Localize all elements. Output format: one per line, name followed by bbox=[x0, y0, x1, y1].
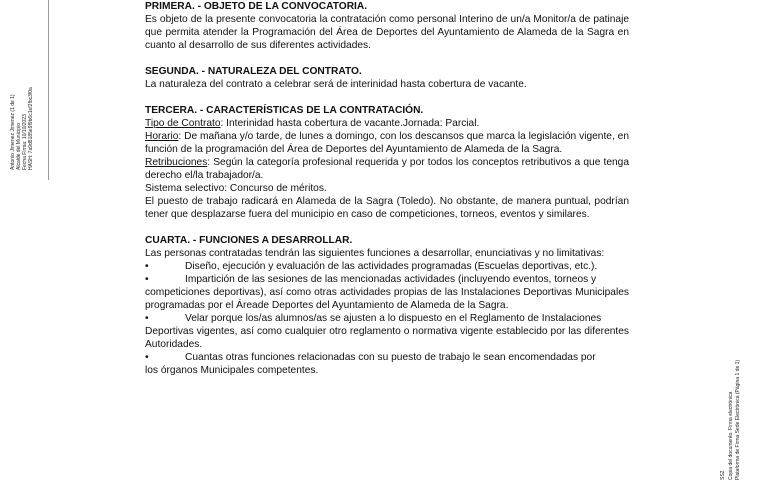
section-heading-tercera: TERCERA. - CARACTERÍSTICAS DE LA CONTRATACIÓN. bbox=[145, 105, 424, 116]
bullet-icon: • bbox=[145, 352, 149, 363]
funciones-list bbox=[145, 260, 629, 377]
right-margin-line: Plataforma de Firma Sede Electrónica (Página 1 de 1) bbox=[735, 359, 741, 480]
list-item-continuation: los órganos Municipales competentes. bbox=[145, 365, 319, 376]
horario-label: Horario bbox=[145, 131, 179, 142]
retribuciones-text: : Según la categoría profesional requerida y por todos los conceptos retributivos a que tenga derecho el/la trabajador/a. bbox=[145, 157, 629, 181]
list-item bbox=[145, 351, 629, 377]
list-item-text: Diseño, ejecución y evaluación de las actividades programadas (Escuelas deportivas, etc.). bbox=[185, 261, 598, 272]
sistema-selectivo: Sistema selectivo: Concurso de méritos. bbox=[145, 183, 327, 194]
list-item bbox=[145, 273, 629, 312]
tipo-contrato-line bbox=[145, 117, 629, 130]
list-item-text: Velar porque los/as alumnos/as se ajusten a lo dispuesto en el Reglamento de Instalaciones bbox=[185, 313, 602, 324]
list-item-text: Impartición de las sesiones de las mencionadas actividades (incluyendo eventos, torneos y bbox=[185, 274, 597, 285]
left-margin-line: Alcalde del Municipio bbox=[16, 123, 22, 170]
section-text-segunda: La naturaleza del contrato a celebrar será de interinidad hasta cobertura de vacante. bbox=[145, 79, 527, 90]
bullet-icon: • bbox=[145, 261, 149, 272]
right-margin-line: SS2 bbox=[720, 470, 726, 480]
bullet-icon: • bbox=[145, 313, 149, 324]
tipo-contrato-text: : Interinidad hasta cobertura de vacante.Jornada: Parcial. bbox=[220, 118, 480, 129]
section-heading-segunda: SEGUNDA. - NATURALEZA DEL CONTRATO. bbox=[145, 66, 362, 77]
section-heading-cuarta: CUARTA. - FUNCIONES A DESARROLLAR. bbox=[145, 235, 353, 246]
funciones-intro: Las personas contratadas tendrán las siguientes funciones a desarrollar, enunciativas y no limitativas: bbox=[145, 248, 605, 259]
section-heading-primera: PRIMERA. - OBJETO DE LA CONVOCATORIA. bbox=[145, 1, 368, 12]
retribuciones-line bbox=[145, 156, 629, 182]
left-margin-line: HASH: 7a9d5185e9f9b6c1ef2fbc3f0a bbox=[28, 87, 34, 170]
list-item bbox=[145, 260, 629, 273]
left-margin-vertical-text bbox=[10, 0, 44, 172]
retribuciones-label: Retribuciones bbox=[145, 157, 208, 168]
puesto-trabajo: El puesto de trabajo radicará en Alameda de la Sagra (Toledo). No obstante, de manera puntual, podrían tener que desplazarse fuera del municipio en caso de competiciones, torneos, eventos y similares. bbox=[145, 196, 629, 220]
horario-line bbox=[145, 130, 629, 156]
list-item-continuation: Deportivas vigentes, así como cualquier otro reglamento o normativa vigente establecido por las diferentes Autoridades. bbox=[145, 326, 629, 350]
list-item bbox=[145, 312, 629, 351]
right-margin-line: Copia del documento. Firma electrónica bbox=[728, 391, 734, 480]
left-margin-line: Fecha Firma: 10/10/2023 bbox=[22, 114, 28, 170]
left-margin-line: Antonio Jimenez Jimenez (1 de 1) bbox=[10, 94, 16, 170]
right-margin-vertical-text bbox=[718, 346, 748, 480]
list-item-continuation: competiciones deportivas), así como otras actividades propias de las Instalaciones Deportivas Municipales programadas por el Áreade Deportes del Ayuntamiento de Alameda de la Sagra. bbox=[145, 287, 629, 311]
horario-text: : De mañana y/o tarde, de lunes a domingo, con los descansos que marca la legislación vigente, en función de la programación del Área de Deportes del Ayuntamiento de Alameda de la Sagra. bbox=[145, 131, 629, 155]
bullet-icon: • bbox=[145, 274, 149, 285]
left-margin-signature-block bbox=[0, 0, 49, 180]
document-body bbox=[145, 0, 629, 377]
list-item-text: Cuantas otras funciones relacionadas con su puesto de trabajo le sean encomendadas por bbox=[185, 352, 596, 363]
tipo-contrato-label: Tipo de Contrato bbox=[145, 118, 221, 129]
section-text-primera: Es objeto de la presente convocatoria la contratación como personal Interino de un/a Monitor/a de patinaje que permita atender la Programación del Área de Deportes del Ayuntamiento de Alameda de la Sagra en cuanto al desarrollo de sus diferentes actividades. bbox=[145, 14, 629, 51]
